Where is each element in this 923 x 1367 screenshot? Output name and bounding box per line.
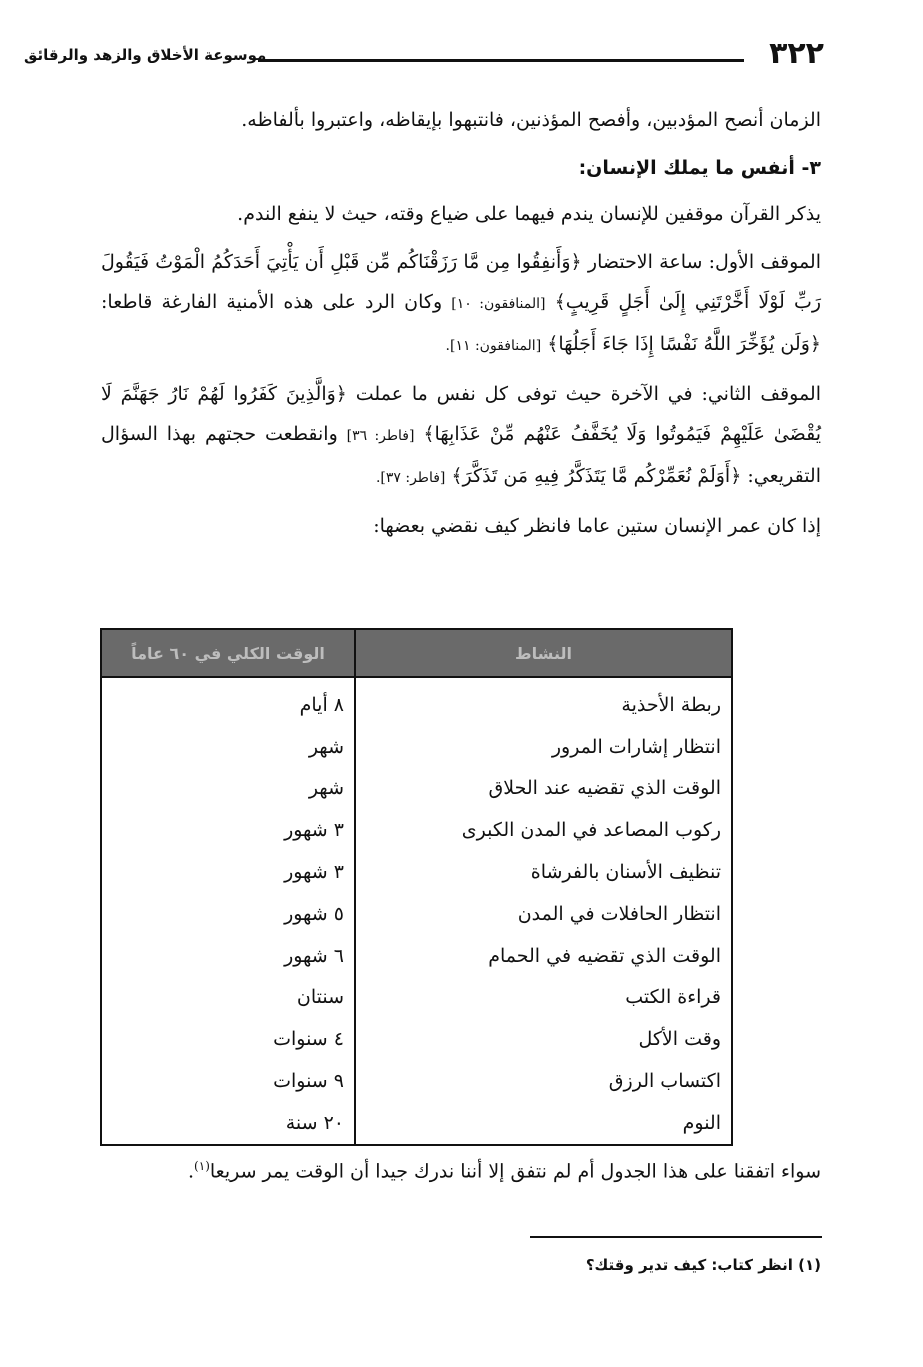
paragraph-3 — [101, 242, 821, 366]
table-row — [101, 768, 732, 810]
paragraph-4 — [101, 374, 821, 498]
p3-ref-1: [المنافقون: ١٠] — [451, 296, 546, 312]
time-cell: ٣ شهور — [284, 819, 344, 842]
activity-cell: انتظار الحافلات في المدن — [355, 893, 732, 935]
activity-cell: اكتساب الرزق — [355, 1060, 732, 1102]
closing-end: . — [188, 1160, 195, 1183]
activity-cell: ربطة الأحذية — [355, 677, 732, 726]
p3-quran-2: ﴿وَلَن يُؤَخِّرَ اللَّهُ نَفْسًا إِذَا جَاءَ أَجَلُهَا﴾ — [547, 333, 821, 355]
time-cell: ٥ شهور — [284, 902, 344, 925]
footnote-mark: (١) — [194, 1159, 210, 1173]
book-title: موسوعة الأخلاق والزهد والرقائق — [24, 46, 267, 64]
table-row — [101, 851, 732, 893]
table-row — [101, 935, 732, 977]
closing-paragraph — [101, 1148, 821, 1189]
activity-cell: تنظيف الأسنان بالفرشاة — [355, 851, 732, 893]
time-cell: سنتان — [296, 986, 344, 1009]
time-table — [100, 628, 733, 1146]
p3-quran-1: ﴿وَأَنفِقُوا مِن مَّا رَزَقْنَاكُم مِّن قَبْلِ أَن يَأْتِيَ أَحَدَكُمُ الْمَوْتُ فَيَقُولَ رَبِّ لَوْلَا أَخَّرْتَنِي إِلَىٰ أَجَلٍ قَرِيبٍ﴾ — [101, 251, 822, 313]
time-cell: ٣ شهور — [284, 861, 344, 884]
footnote: (١) انظر كتاب: كيف تدير وقتك؟ — [585, 1256, 821, 1274]
table-row — [101, 1060, 732, 1102]
page-number: ٣٢٢ — [769, 36, 824, 71]
table-body — [101, 677, 732, 1145]
activity-cell: ركوب المصاعد في المدن الكبرى — [355, 809, 732, 851]
p3-ref-2: [المنافقون: ١١]. — [445, 338, 542, 354]
table-row — [101, 1102, 732, 1145]
time-cell: ٩ سنوات — [273, 1070, 344, 1093]
activity-cell: الوقت الذي تقضيه عند الحلاق — [355, 768, 732, 810]
p3-text-1: الموقف الأول: ساعة الاحتضار — [587, 251, 821, 273]
paragraph-2: يذكر القرآن موقفين للإنسان يندم فيهما على ضياع وقته، حيث لا ينفع الندم. — [237, 203, 821, 225]
header-time: الوقت الكلي في ٦٠ عاماً — [101, 629, 355, 677]
p4-quran-2: ﴿أَوَلَمْ نُعَمِّرْكُم مَّا يَتَذَكَّرُ فِيهِ مَن تَذَكَّرَ﴾ — [451, 465, 742, 487]
time-cell: ٦ شهور — [284, 944, 344, 967]
p4-ref-1: [فاطر: ٣٦] — [346, 428, 415, 444]
activity-cell: النوم — [355, 1102, 732, 1145]
table-row — [101, 809, 732, 851]
header-activity: النشاط — [355, 629, 732, 677]
table-row — [101, 677, 732, 726]
table-row — [101, 726, 732, 768]
p4-quran-1: ﴿وَالَّذِينَ كَفَرُوا لَهُمْ نَارُ جَهَنَّمَ لَا يُقْضَىٰ عَلَيْهِمْ فَيَمُوتُوا وَلَا يُخَفَّفُ عَنْهُم مِّنْ عَذَابِهَا﴾ — [101, 383, 821, 445]
table-row — [101, 1018, 732, 1060]
p3-text-2: وكان الرد على هذه الأمنية الفارغة قاطعا: — [101, 291, 443, 313]
table-row — [101, 977, 732, 1019]
activity-cell: انتظار إشارات المرور — [355, 726, 732, 768]
activity-cell: وقت الأكل — [355, 1018, 732, 1060]
footnote-rule — [530, 1236, 822, 1238]
time-cell: شهر — [308, 777, 344, 800]
table-row — [101, 893, 732, 935]
section-heading: ٣- أنفس ما يملك الإنسان: — [578, 157, 821, 179]
time-cell: ٨ أيام — [299, 693, 344, 716]
time-cell: ٤ سنوات — [273, 1028, 344, 1051]
time-cell: شهر — [308, 735, 344, 758]
closing-text: سواء اتفقنا على هذا الجدول أم لم نتفق إلا أننا ندرك جيدا أن الوقت يمر سريعا — [209, 1160, 821, 1183]
body-text — [101, 100, 821, 554]
page-header — [24, 34, 824, 74]
p4-text-1: الموقف الثاني: في الآخرة حيث توفى كل نفس ما عملت — [355, 383, 821, 405]
p4-ref-2: [فاطر: ٣٧]. — [375, 470, 446, 486]
time-cell: ٢٠ سنة — [285, 1111, 344, 1134]
paragraph-5: إذا كان عمر الإنسان ستين عاما فانظر كيف نقضي بعضها: — [373, 515, 821, 537]
p4-text-2: وانقطعت حجتهم بهذا السؤال التقريعي: — [101, 423, 821, 487]
activity-cell: الوقت الذي تقضيه في الحمام — [355, 935, 732, 977]
table-header-row — [101, 629, 732, 677]
paragraph-1: الزمان أنصح المؤدبين، وأفصح المؤذنين، فانتبهوا بإيقاظه، واعتبروا بألفاظه. — [241, 109, 821, 131]
header-rule — [258, 59, 744, 62]
activity-cell: قراءة الكتب — [355, 977, 732, 1019]
